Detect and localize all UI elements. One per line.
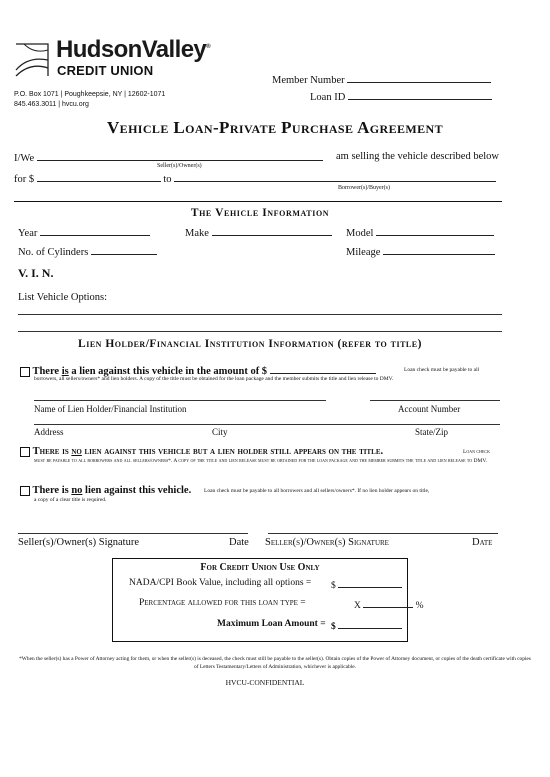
lien-option-1-text-b: a lien against this vehicle in the amount of $ — [68, 366, 268, 377]
cylinders-label: No. of Cylinders — [18, 247, 89, 258]
confidential-label: HVCU-CONFIDENTIAL — [225, 678, 305, 687]
state-zip-label: State/Zip — [415, 427, 448, 437]
office-use-heading: For Credit Union Use Only — [200, 562, 320, 573]
member-number-field[interactable] — [347, 73, 491, 83]
sellers-field[interactable] — [37, 151, 323, 161]
sellers-caption: Seller(s)/Owner(s) — [157, 163, 202, 169]
lien-option-1-is: is — [61, 366, 69, 377]
left-signature-line[interactable] — [18, 533, 248, 534]
selling-text: am selling the vehicle described below — [336, 151, 499, 162]
year-label: Year — [18, 228, 38, 239]
buyers-caption: Borrower(s)/Buyer(s) — [338, 185, 390, 191]
lien-option-3-fine-a: Loan check must be payable to all borrowers and all sellers/owners*. If no lien holder appears on title, — [204, 488, 430, 494]
right-date-label: Date — [472, 537, 493, 548]
lien-address-field[interactable] — [34, 424, 500, 425]
options-label: List Vehicle Options: — [18, 292, 108, 303]
logo-subtitle: CREDIT UNION — [57, 63, 154, 78]
lien-option-2-no: no — [71, 446, 82, 457]
lien-option-2-text-b: lien against this vehicle but a lien holder still appears on the title. — [81, 446, 384, 457]
lien-holder-name-label: Name of Lien Holder/Financial Institution — [34, 404, 187, 414]
lien-option-3 — [20, 485, 191, 496]
lien-option-3-text-b: lien against this vehicle. — [82, 485, 192, 496]
lien-option-1-fine-b: borrowers, all sellers/owners* and lien holders. A copy of the title must be obtained for the loan package and the member submits the title and lien release to DMV. — [34, 376, 394, 382]
percentage-label: Percentage allowed for this loan type = — [139, 598, 306, 608]
make-field[interactable] — [212, 226, 332, 236]
lien-heading: Lien Holder/Financial Institution Information (refer to title) — [78, 338, 422, 350]
header-address: P.O. Box 1071 | Poughkeepsie, NY | 12602-1071 — [14, 91, 166, 98]
left-signature-label: Seller(s)/Owner(s) Signature — [18, 537, 140, 548]
loan-id-field[interactable] — [348, 90, 492, 100]
left-date-label: Date — [229, 537, 249, 548]
nada-prefix: $ — [331, 581, 336, 591]
percentage-suffix: % — [415, 601, 424, 611]
lien-option-1-checkbox[interactable] — [20, 367, 30, 377]
logo — [14, 36, 211, 90]
vehicle-heading: The Vehicle Information — [190, 207, 330, 219]
lien-option-2-text-a: There is — [32, 446, 72, 457]
buyers-field[interactable] — [174, 172, 496, 182]
lien-option-2-checkbox[interactable] — [20, 447, 30, 457]
model-label: Model — [346, 228, 374, 239]
year-field[interactable] — [40, 226, 150, 236]
city-label: City — [212, 427, 228, 437]
logo-emblem-icon — [14, 40, 54, 78]
section-divider — [14, 201, 502, 202]
lien-amount-field[interactable] — [270, 364, 376, 374]
page-title: Vehicle Loan-Private Purchase Agreement — [106, 118, 443, 137]
max-loan-label: Maximum Loan Amount = — [217, 619, 326, 629]
model-field[interactable] — [376, 226, 494, 236]
make-label: Make — [185, 228, 209, 239]
for-label: for $ — [14, 174, 35, 185]
options-line-2[interactable] — [18, 331, 502, 332]
lien-option-2-fine-a: Loan check — [463, 449, 490, 455]
iwe-label: I/We — [14, 153, 35, 164]
lien-option-1-fine-a: Loan check must be payable to all — [404, 367, 480, 373]
mileage-field[interactable] — [383, 245, 495, 255]
cylinders-field[interactable] — [91, 245, 157, 255]
nada-label: NADA/CPI Book Value, including all options = — [129, 578, 312, 588]
logo-wordmark: HudsonValley — [56, 36, 207, 63]
lien-option-2 — [20, 446, 383, 457]
percentage-field[interactable] — [363, 598, 413, 608]
office-use-box — [112, 558, 424, 642]
right-signature-label: Seller(s)/Owner(s) Signature — [265, 537, 389, 548]
trademark-symbol: ® — [206, 44, 211, 50]
to-label: to — [163, 174, 172, 185]
amount-field[interactable] — [37, 172, 161, 182]
nada-value-field[interactable] — [338, 578, 402, 588]
mileage-label: Mileage — [346, 247, 381, 258]
account-number-field[interactable] — [370, 400, 500, 401]
lien-holder-name-field[interactable] — [34, 400, 326, 401]
loan-id-label: Loan ID — [310, 92, 346, 103]
header-phone-web: 845.463.3011 | hvcu.org — [14, 101, 89, 108]
vin-label: V. I. N. — [18, 266, 54, 280]
options-line-1[interactable] — [18, 314, 502, 315]
max-loan-prefix: $ — [331, 622, 336, 632]
lien-option-3-fine-b: a copy of a clear title is required. — [34, 497, 107, 503]
lien-option-1-text-a: There — [32, 366, 62, 377]
lien-option-3-checkbox[interactable] — [20, 486, 30, 496]
percentage-prefix: X — [354, 601, 361, 611]
lien-option-3-text-a: There is — [32, 485, 72, 496]
footnote: *When the seller(s) has a Power of Attorney acting for them, or when the seller(s) is deceased, the check must still be payable to the seller(s). Obtain copies of the Power of Attorney document, or copies of the death certificate with copies of Letters Testamentary/Letters of Administration, whichever is applicable. — [19, 656, 531, 670]
account-number-label: Account Number — [398, 404, 461, 414]
member-number-label: Member Number — [272, 75, 345, 86]
lien-option-3-no: no — [71, 485, 83, 496]
right-signature-line[interactable] — [268, 533, 498, 534]
max-loan-field[interactable] — [338, 619, 402, 629]
lien-option-2-fine-b: must be payable to all borrowers and all sellers/owners*. A copy of the title and lien release must be obtained for the loan package and the member submits the title and lien release to DMV. — [34, 458, 488, 464]
address-label: Address — [34, 427, 64, 437]
